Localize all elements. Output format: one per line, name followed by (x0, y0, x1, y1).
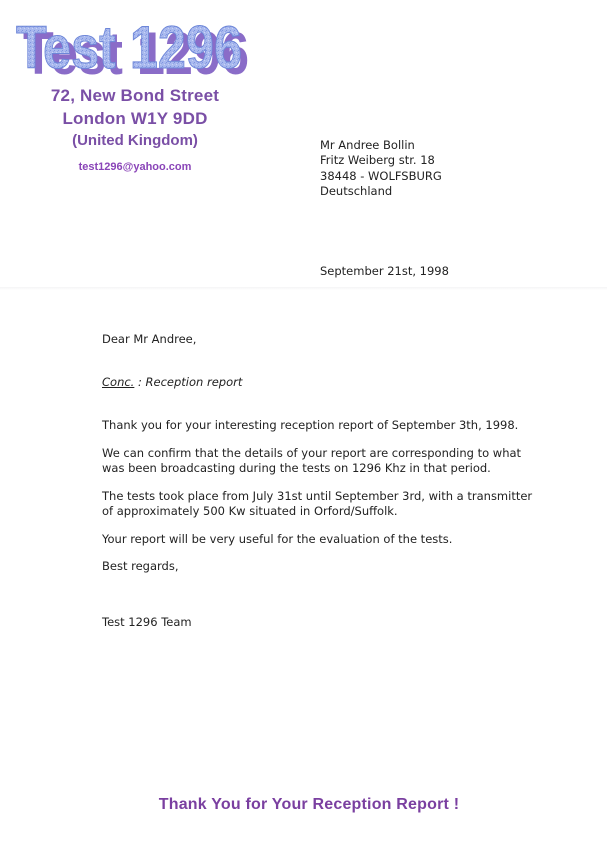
letter-date: September 21st, 1998 (320, 264, 449, 278)
subject-text: : Reception report (134, 375, 243, 389)
subject-line (102, 375, 242, 390)
paragraph-3: The tests took place from July 31st until September 3rd, with a transmitter of approximately 500 Kw situated in Orford/Suffolk. (102, 489, 533, 518)
recipient-name: Mr Andree Bollin (320, 138, 415, 152)
footer-thanks: Thank You for Your Reception Report ! (158, 796, 460, 813)
recipient-address (320, 138, 442, 200)
paragraph-1: Thank you for your interesting reception report of September 3th, 1998. (102, 418, 519, 432)
paragraph-2: We can confirm that the details of your report are corresponding to what was been broadcasting during the tests on 1296 Khz in that period. (102, 446, 522, 475)
salutation: Dear Mr Andree, (102, 332, 197, 346)
sender-address (28, 84, 242, 174)
logo-text: Test 1296 (16, 14, 242, 80)
paragraph-4: Your report will be very useful for the evaluation of the tests. (102, 532, 453, 546)
closing: Best regards, (102, 559, 179, 573)
logo-graphic (14, 10, 259, 80)
recipient-country: Deutschland (320, 184, 393, 199)
sender-street: 72, New Bond Street (50, 86, 220, 105)
sender-email: test1296@yahoo.com (78, 161, 192, 173)
sender-country: (United Kingdom) (72, 132, 198, 149)
logo (14, 10, 259, 80)
recipient-street: Fritz Weiberg str. 18 (320, 153, 435, 168)
recipient-city: 38448 - WOLFSBURG (320, 168, 442, 183)
subject-label: Conc. (102, 375, 135, 389)
signature: Test 1296 Team (102, 615, 192, 629)
logo-text-shadow: Test 1296 (23, 20, 249, 80)
sender-city: London W1Y 9DD (62, 109, 208, 128)
scan-seam (0, 287, 607, 290)
